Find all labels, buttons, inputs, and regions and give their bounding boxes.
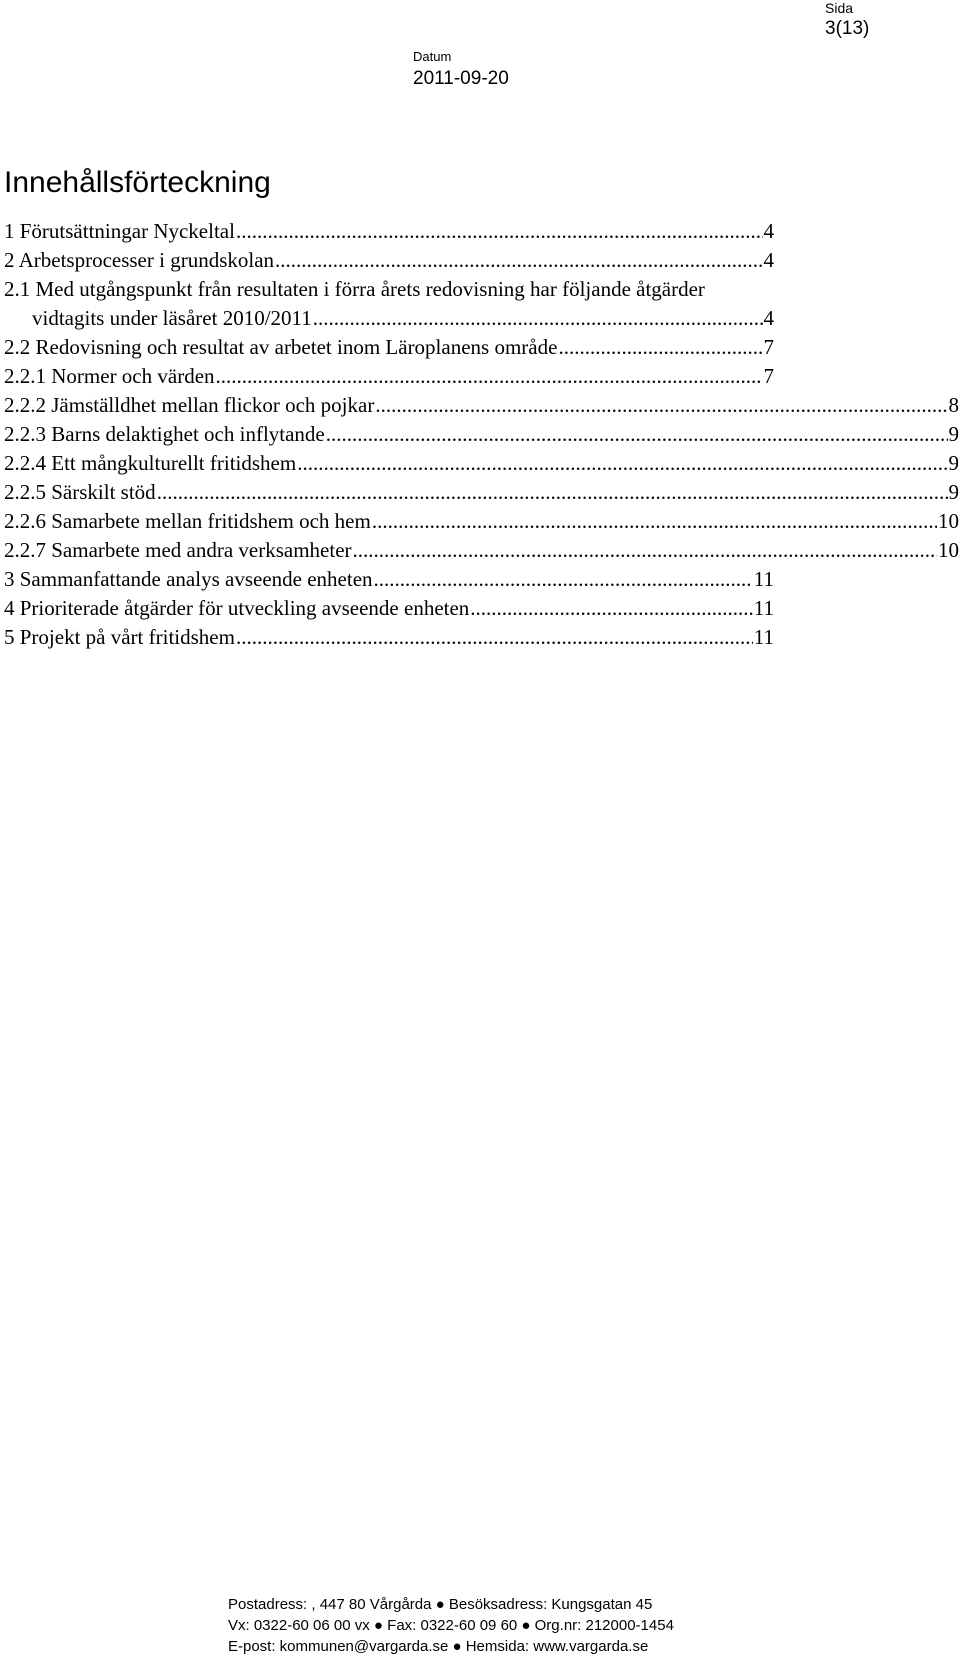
toc-entry[interactable] xyxy=(4,422,959,451)
toc-entry-text: 5 Projekt på vårt fritidshem xyxy=(4,625,235,649)
toc-entry-text: 2.2 Redovisning och resultat av arbetet inom Läroplanens område xyxy=(4,335,558,359)
toc-leader-dots xyxy=(157,480,948,505)
toc-entry[interactable] xyxy=(4,509,959,538)
table-of-contents xyxy=(4,219,958,654)
toc-entry-page: 4 xyxy=(763,248,774,272)
toc-leader-dots xyxy=(470,596,752,621)
footer-phone: Vx: 0322-60 06 00 vx ● Fax: 0322-60 09 60 ● Org.nr: 212000-1454 xyxy=(228,1617,674,1634)
footer-contact: E-post: kommunen@vargarda.se ● Hemsida: www.vargarda.se xyxy=(228,1638,649,1655)
toc-entry[interactable] xyxy=(4,480,959,509)
toc-leader-dots xyxy=(216,364,763,389)
toc-leader-dots xyxy=(353,538,937,563)
toc-entry-text: 2.2.4 Ett mångkulturellt fritidshem xyxy=(4,451,297,475)
toc-entry-text: 3 Sammanfattande analys avseende enheten xyxy=(4,567,373,591)
toc-entry-page: 7 xyxy=(763,364,774,388)
toc-entry-page: 9 xyxy=(948,451,959,475)
page-number: 3(13) xyxy=(825,18,870,39)
page-label: Sida xyxy=(825,0,854,16)
date-value: 2011-09-20 xyxy=(413,68,509,89)
footer xyxy=(228,1594,674,1657)
toc-entry-text: 2.2.6 Samarbete mellan fritidshem och hem xyxy=(4,509,371,533)
toc-entry[interactable] xyxy=(4,538,959,567)
toc-entry[interactable] xyxy=(4,567,774,596)
toc-entry-page: 11 xyxy=(753,625,774,649)
toc-leader-dots xyxy=(374,567,753,592)
toc-entry[interactable] xyxy=(4,219,774,248)
toc-entry[interactable] xyxy=(4,451,959,480)
toc-entry-text: 2.2.5 Särskilt stöd xyxy=(4,480,156,504)
toc-entry[interactable] xyxy=(4,625,774,654)
toc-entry-page: 10 xyxy=(938,538,959,562)
toc-entry-first-line[interactable] xyxy=(4,277,958,306)
footer-address: Postadress: , 447 80 Vårgårda ● Besöksadress: Kungsgatan 45 xyxy=(228,1596,653,1613)
toc-entry-page: 11 xyxy=(753,567,774,591)
toc-leader-dots xyxy=(313,306,763,331)
toc-leader-dots xyxy=(236,219,763,244)
toc-entry-text: 2.2.2 Jämställdhet mellan flickor och pojkar xyxy=(4,393,375,417)
toc-entry-text: 4 Prioriterade åtgärder för utveckling avseende enheten xyxy=(4,596,470,620)
toc-entry-text: 1 Förutsättningar Nyckeltal xyxy=(4,219,235,243)
toc-entry-page: 9 xyxy=(948,422,959,446)
toc-entry-page: 8 xyxy=(948,393,959,417)
toc-entry[interactable] xyxy=(4,335,774,364)
toc-entry[interactable] xyxy=(4,393,959,422)
toc-entry-page: 9 xyxy=(948,480,959,504)
toc-entry-text-line1: 2.1 Med utgångspunkt från resultaten i förra årets redovisning har följande åtgärder xyxy=(4,277,705,301)
toc-entry-text: vidtagits under läsåret 2010/2011 xyxy=(32,306,312,330)
toc-entry-text: 2.2.7 Samarbete med andra verksamheter xyxy=(4,538,352,562)
toc-leader-dots xyxy=(326,422,948,447)
toc-entry[interactable] xyxy=(4,306,774,335)
toc-leader-dots xyxy=(297,451,947,476)
toc-leader-dots xyxy=(375,393,947,418)
toc-leader-dots xyxy=(236,625,753,650)
toc-entry-page: 11 xyxy=(753,596,774,620)
toc-entry-text: 2 Arbetsprocesser i grundskolan xyxy=(4,248,275,272)
toc-entry-page: 7 xyxy=(763,335,774,359)
toc-entry-text: 2.2.3 Barns delaktighet och inflytande xyxy=(4,422,325,446)
toc-entry-page: 10 xyxy=(938,509,959,533)
toc-entry-text: 2.2.1 Normer och värden xyxy=(4,364,215,388)
toc-entry-page: 4 xyxy=(763,306,774,330)
toc-entry[interactable] xyxy=(4,596,774,625)
toc-entry[interactable] xyxy=(4,364,774,393)
toc-leader-dots xyxy=(372,509,937,534)
date-label: Datum xyxy=(413,49,452,64)
toc-entry[interactable] xyxy=(4,248,774,277)
toc-leader-dots xyxy=(558,335,762,360)
toc-entry-page: 4 xyxy=(763,219,774,243)
toc-leader-dots xyxy=(275,248,762,273)
toc-title: Innehållsförteckning xyxy=(4,166,271,199)
